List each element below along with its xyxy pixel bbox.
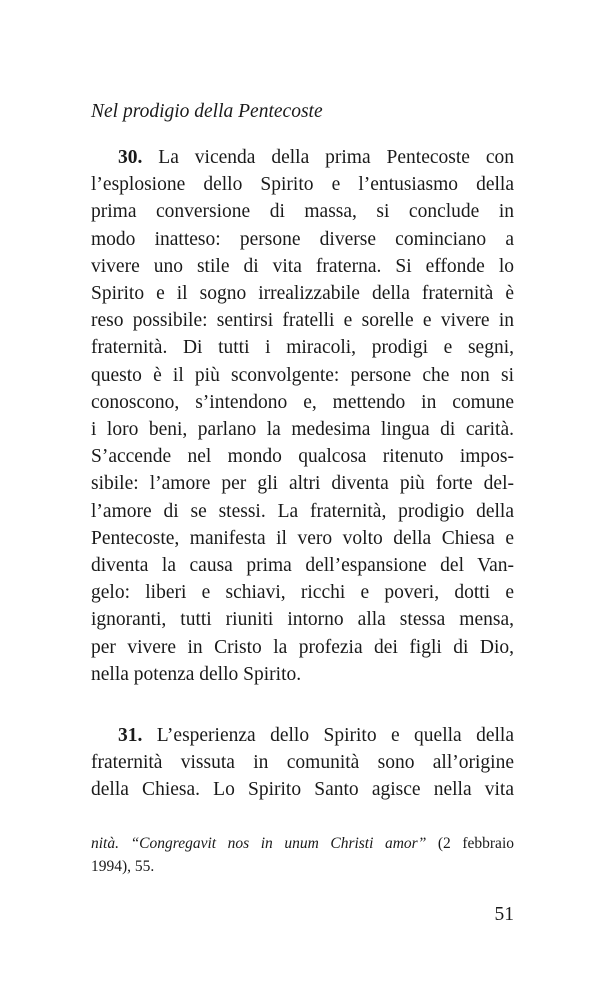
paragraph-line: Spirito e il sogno irrealizzabile della fraternità è	[91, 283, 514, 305]
paragraph-line: ignoranti, tutti riuniti intorno alla stessa mensa,	[91, 609, 514, 631]
paragraph-line: prima conversione di massa, si conclude in	[91, 201, 514, 223]
paragraph-line: l’amore di se stessi. La fraternità, prodigio della	[91, 500, 514, 522]
paragraph-number: 30.	[118, 147, 143, 168]
section-heading: Nel prodigio della Pentecoste	[91, 101, 323, 122]
paragraph-31	[91, 722, 514, 804]
paragraph-line: fraternità. Di tutti i miracoli, prodigi e segni,	[91, 337, 514, 359]
paragraph-line: modo inatteso: persone diverse cominciano a	[91, 228, 514, 250]
paragraph-line: gelo: liberi e schiavi, ricchi e poveri, dotti e	[91, 582, 514, 604]
paragraph-line: reso possibile: sentirsi fratelli e sorelle e vivere in	[91, 310, 514, 332]
paragraph-line: nella potenza dello Spirito.	[91, 663, 302, 685]
paragraph-line: per vivere in Cristo la profezia dei figli di Dio,	[91, 636, 514, 658]
paragraph-line: conoscono, s’intendono e, mettendo in comune	[91, 391, 514, 413]
footnote	[91, 832, 514, 878]
footnote-line: nità. “Congregavit nos in unum Christi amor” (2 febbraio	[91, 835, 514, 852]
paragraph-line: questo è il più sconvolgente: persone che non si	[91, 364, 514, 386]
paragraph-line: sibile: l’amore per gli altri diventa più forte del-	[91, 473, 514, 495]
paragraph-line: S’accende nel mondo qualcosa ritenuto impos-	[91, 446, 514, 468]
paragraph-line: 30. La vicenda della prima Pentecoste con	[118, 147, 515, 168]
footnote-citation-title: “Congregavit nos in unum Christi amor”	[130, 835, 427, 852]
paragraph-30	[91, 144, 514, 688]
paragraph-line: Pentecoste, manifesta il vero volto della Chiesa e	[91, 527, 514, 549]
paragraph-line: i loro beni, parlano la medesima lingua di carità.	[91, 419, 514, 441]
paragraph-line: l’esplosione dello Spirito e l’entusiasmo della	[91, 174, 514, 196]
paragraph-line: della Chiesa. Lo Spirito Santo agisce nella vita	[91, 779, 514, 801]
page-number: 51	[494, 904, 514, 925]
paragraph-line: fraternità vissuta in comunità sono all’origine	[91, 752, 514, 774]
footnote-line: 1994), 55.	[91, 858, 155, 875]
paragraph-number: 31.	[118, 725, 143, 746]
paragraph-line: diventa la causa prima dell’espansione del Van-	[91, 555, 514, 577]
paragraph-line: vivere uno stile di vita fraterna. Si effonde lo	[91, 255, 514, 277]
paragraph-line: 31. L’esperienza dello Spirito e quella della	[118, 725, 515, 746]
